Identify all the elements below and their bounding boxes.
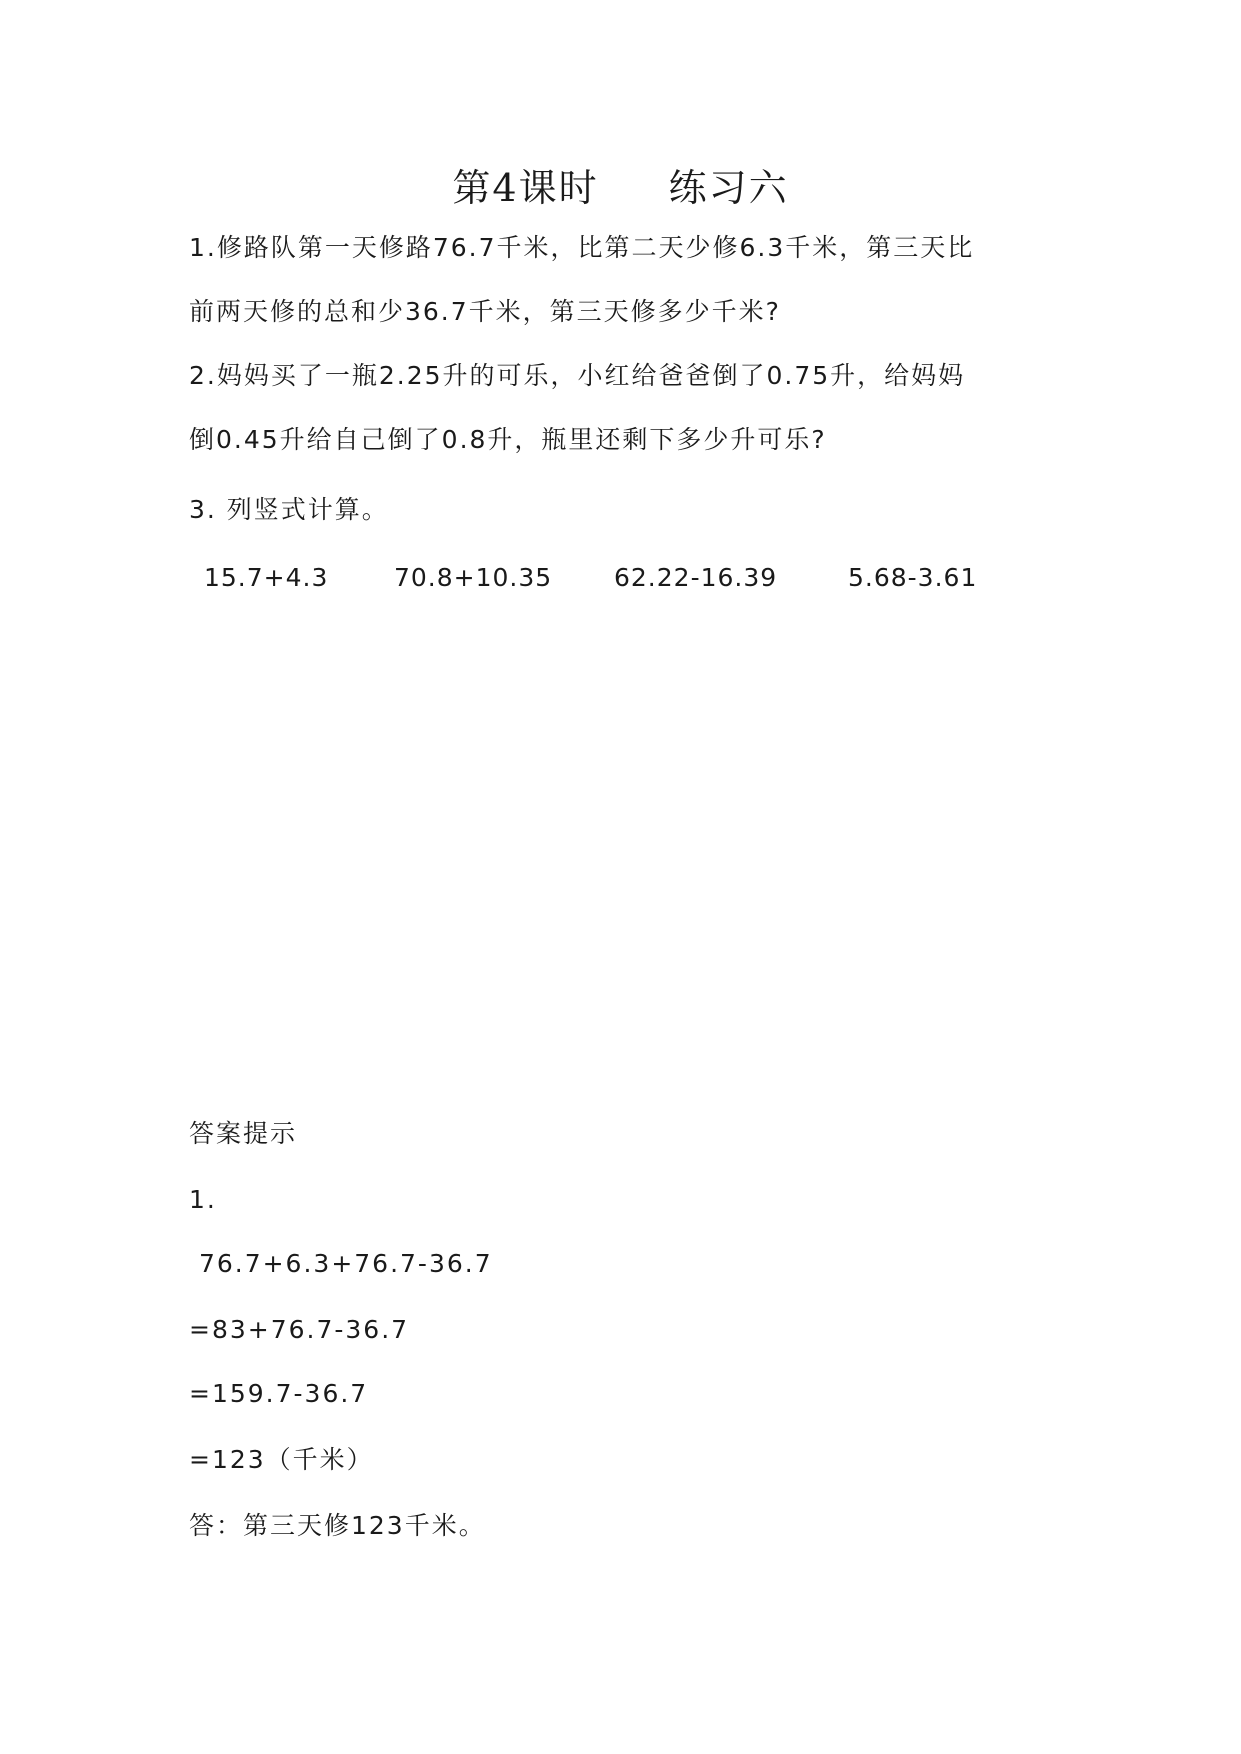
answer-1-step: =83+76.7-36.7 (189, 1315, 410, 1344)
question-3-prompt: 3. 列竖式计算。 (189, 495, 389, 524)
answer-1-step: 76.7+6.3+76.7-36.7 (189, 1249, 493, 1278)
calc-expression: 62.22-16.39 (614, 563, 778, 592)
lesson-number: 第4课时 (452, 166, 599, 210)
calc-expression: 5.68-3.61 (848, 563, 978, 592)
answer-1-step: =123（千米） (189, 1445, 374, 1474)
question-2-line-1: 2.妈妈买了一瓶2.25升的可乐，小红给爸爸倒了0.75升，给妈妈 (189, 361, 966, 390)
question-1-line-1: 1.修路队第一天修路76.7千米，比第二天少修6.3千米，第三天比 (189, 233, 975, 262)
question-2-line-2: 倒0.45升给自己倒了0.8升，瓶里还剩下多少升可乐? (189, 425, 827, 454)
calc-expression: 15.7+4.3 (204, 563, 329, 592)
answer-1-conclusion: 答：第三天修123千米。 (189, 1511, 486, 1540)
calc-expression: 70.8+10.35 (394, 563, 553, 592)
answer-1-step: =159.7-36.7 (189, 1379, 369, 1408)
answer-1-number: 1. (189, 1185, 217, 1214)
page-title (0, 158, 1241, 218)
answers-heading: 答案提示 (189, 1119, 298, 1148)
question-1-line-2: 前两天修的总和少36.7千米，第三天修多少千米? (189, 297, 781, 326)
lesson-name: 练习六 (668, 166, 789, 210)
